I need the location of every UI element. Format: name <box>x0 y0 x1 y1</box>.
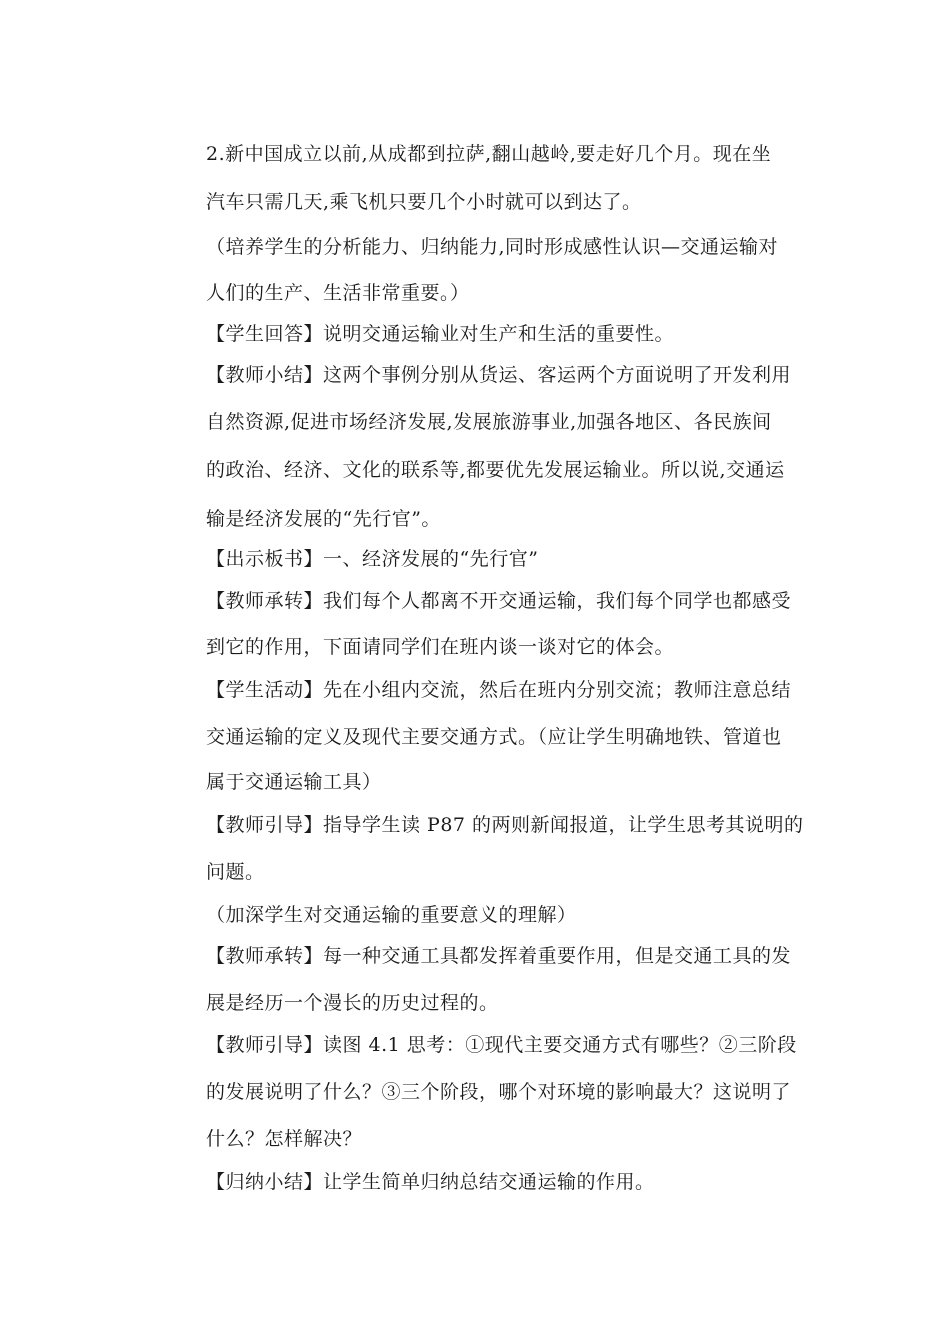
text-line: 什么？怎样解决？ <box>206 1128 363 1150</box>
text-line: 【学生回答】说明交通运输业对生产和生活的重要性。 <box>206 323 675 345</box>
text-line: （加深学生对交通运输的重要意义的理解） <box>206 904 577 926</box>
text-line: 输是经济发展的“先行官”。 <box>206 508 441 530</box>
text-line: 汽车只需几天,乘飞机只要几个小时就可以到达了。 <box>206 191 642 213</box>
text-line: 【教师承转】我们每个人都离不开交通运输，我们每个同学也都感受 <box>206 590 792 612</box>
text-line: 人们的生产、生活非常重要。） <box>206 282 470 304</box>
text-line: 问题。 <box>206 861 265 883</box>
text-line: （培养学生的分析能力、归纳能力,同时形成感性认识—交通运输对 <box>206 236 779 258</box>
text-line: 自然资源,促进市场经济发展,发展旅游事业,加强各地区、各民族间 <box>206 411 772 433</box>
text-line: 属于交通运输工具） <box>206 771 382 793</box>
text-line: 【教师引导】指导学生读 P87 的两则新闻报道，让学生思考其说明的 <box>206 814 804 836</box>
text-line: 2.新中国成立以前,从成都到拉萨,翻山越岭,要走好几个月。现在坐 <box>206 143 772 165</box>
text-line: 【归纳小结】让学生简单归纳总结交通运输的作用。 <box>206 1171 655 1193</box>
text-line: 【教师小结】这两个事例分别从货运、客运两个方面说明了开发利用 <box>206 364 792 386</box>
text-line: 到它的作用，下面请同学们在班内谈一谈对它的体会。 <box>206 636 675 658</box>
text-line: 的政治、经济、文化的联系等,都要优先发展运输业。所以说,交通运 <box>206 459 785 481</box>
text-line: 交通运输的定义及现代主要交通方式。（应让学生明确地铁、管道也 <box>206 726 782 748</box>
text-line: 的发展说明了什么？③三个阶段，哪个对环境的影响最大？这说明了 <box>206 1081 792 1103</box>
text-line: 展是经历一个漫长的历史过程的。 <box>206 992 499 1014</box>
text-line: 【学生活动】先在小组内交流，然后在班内分别交流；教师注意总结 <box>206 679 792 701</box>
text-line: 【出示板书】一、经济发展的“先行官” <box>206 548 539 570</box>
text-line: 【教师引导】读图 4.1 思考：①现代主要交通方式有哪些？②三阶段 <box>206 1034 797 1056</box>
text-line: 【教师承转】每一种交通工具都发挥着重要作用，但是交通工具的发 <box>206 945 792 967</box>
